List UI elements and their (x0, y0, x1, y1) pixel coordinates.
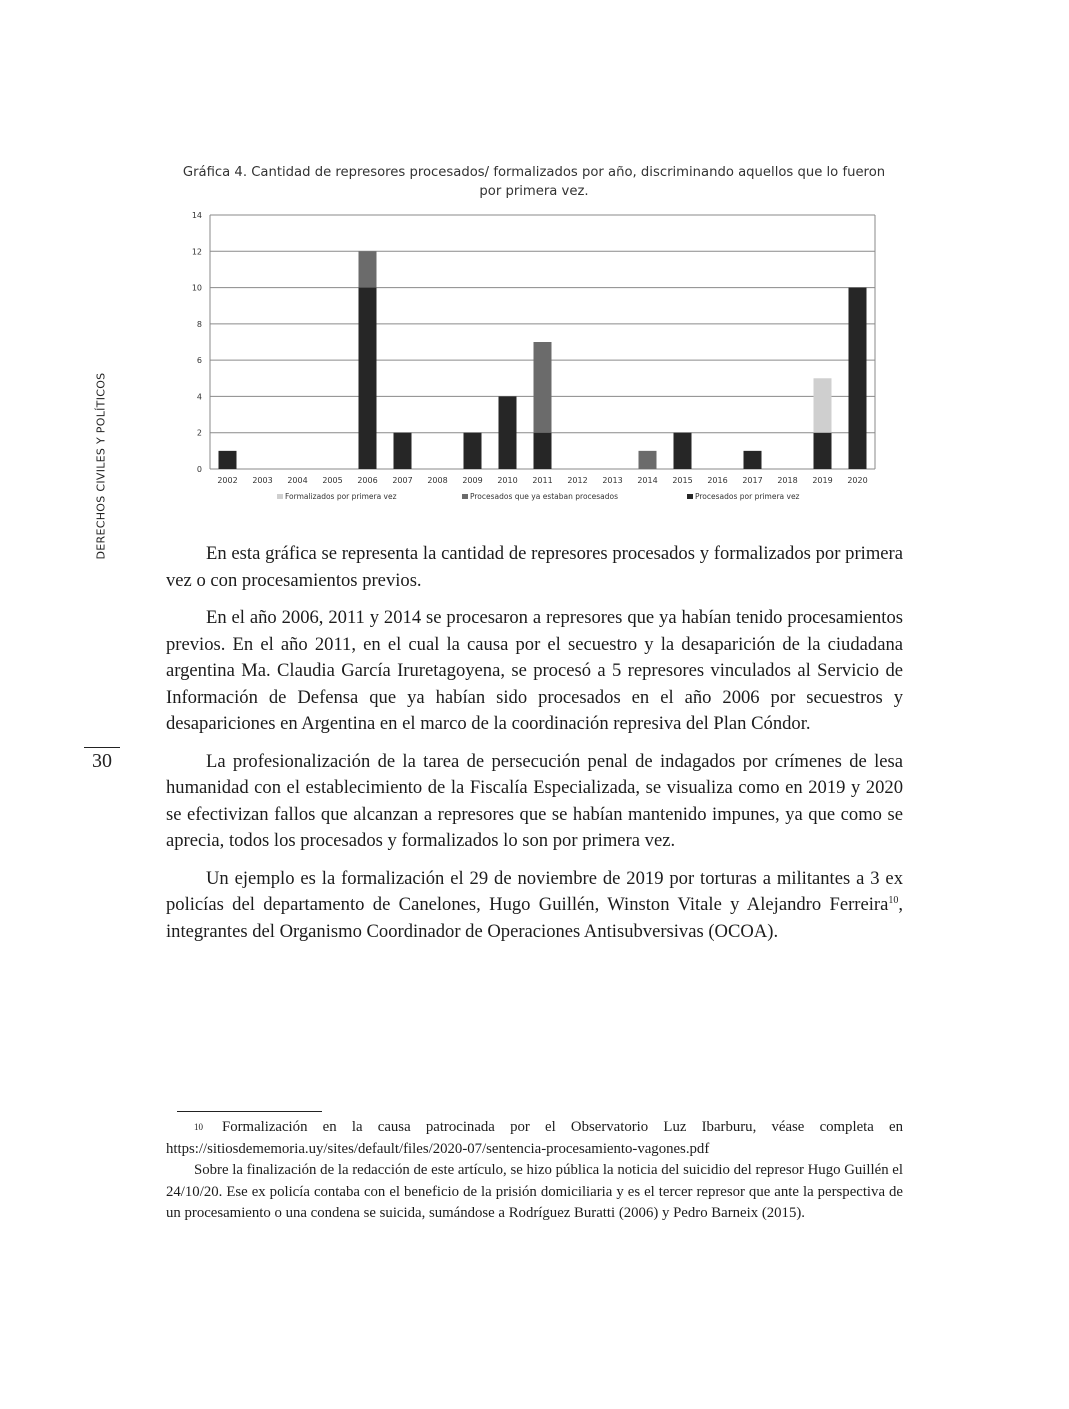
bar-segment (464, 433, 482, 469)
x-tick-label: 2012 (567, 476, 588, 485)
x-tick-label: 2007 (392, 476, 413, 485)
x-tick-label: 2003 (252, 476, 273, 485)
figure-caption: Gráfica 4. Cantidad de represores procesados/ formalizados por año, discriminando aquellos que lo fueron por primera vez. (182, 165, 886, 199)
bar-segment (814, 378, 832, 432)
bar-segment (359, 251, 377, 287)
paragraph (166, 866, 903, 946)
paragraph-text: Un ejemplo es la formalización el 29 de noviembre de 2019 por torturas a militantes a 3 ex policías del departamento de Canelones, Hugo Guillén, Winston Vitale y Alejandro Ferreira (166, 867, 903, 915)
x-tick-label: 2019 (812, 476, 833, 485)
footnote-text: Formalización en la causa patrocinada por el Observatorio Luz Ibarburu, véase completa en https://sitiosdememoria.uy/sites/default/files/2020-07/sentencia-procesamiento-vagones.pdf (166, 1119, 903, 1157)
x-tick-label: 2006 (357, 476, 378, 485)
footnote-10 (166, 1117, 903, 1160)
bar-segment (499, 396, 517, 469)
bar-segment (674, 433, 692, 469)
bar-segment (639, 451, 657, 469)
page-number-rule (84, 747, 120, 748)
y-tick-label: 4 (196, 392, 202, 402)
stacked-bar-chart (165, 205, 885, 510)
bar-segment (744, 451, 762, 469)
section-side-label: DERECHOS CIVILES Y POLÍTICOS (94, 372, 108, 560)
footnote-marker: 10 (194, 1122, 203, 1132)
x-tick-label: 2017 (742, 476, 763, 485)
y-tick-label: 8 (196, 319, 202, 329)
paragraph: En esta gráfica se representa la cantidad de represores procesados y formalizados por primera vez o con procesamientos previos. (166, 543, 903, 591)
x-tick-label: 2004 (287, 476, 308, 485)
x-tick-label: 2009 (462, 476, 483, 485)
bar-segment (534, 433, 552, 469)
bar-segment (534, 342, 552, 433)
y-tick-label: 6 (196, 356, 202, 366)
y-tick-label: 12 (191, 247, 202, 257)
page-number: 30 (92, 750, 112, 772)
footnotes (166, 1117, 903, 1225)
bar-segment (394, 433, 412, 469)
x-tick-label: 2015 (672, 476, 693, 485)
y-tick-label: 2 (196, 428, 202, 438)
x-tick-label: 2014 (637, 476, 658, 485)
body-text (166, 541, 903, 956)
y-tick-label: 0 (196, 465, 202, 474)
footnote-reference[interactable]: 10 (888, 894, 899, 906)
legend-label: Procesados que ya estaban procesados (470, 492, 619, 501)
y-tick-label: 14 (191, 211, 202, 220)
legend-swatch (277, 494, 283, 499)
x-tick-label: 2020 (847, 476, 868, 485)
y-tick-label: 10 (191, 283, 202, 293)
x-tick-label: 2010 (497, 476, 518, 485)
bar-segment (359, 288, 377, 469)
x-tick-label: 2011 (532, 476, 553, 485)
legend-label: Procesados por primera vez (695, 492, 800, 501)
footnote-rule (177, 1111, 322, 1112)
paragraph: La profesionalización de la tarea de persecución penal de indagados por crímenes de lesa humanidad con el establecimiento de la Fiscalía Especializada, se visualiza como en 2019 y 2020 se efectivizan fallos que alcanzan a represores que se habían mantenido impunes, ya que como se aprecia, todos los procesados y formalizados lo son por primera vez. (166, 750, 903, 851)
legend-swatch (462, 494, 468, 499)
paragraph-text: , integrantes del Organismo Coordinador de Operaciones Antisubversivas (OCOA). (166, 894, 903, 942)
bar-segment (849, 288, 867, 469)
paragraph: En el año 2006, 2011 y 2014 se procesaron a represores que ya habían tenido procesamientos previos. En el año 2011, en el cual la causa por el secuestro y la desaparición de la ciudadana argentina Ma. Claudia García Iruretagoyena, se procesó a 5 represores vinculados al Servicio de Información de Defensa que ya habían sido procesados en el año 2006 por secuestros y desapariciones en Argentina en el marco de la coordinación represiva del Plan Cóndor. (166, 607, 903, 734)
x-tick-label: 2005 (322, 476, 343, 485)
legend-swatch (687, 494, 693, 499)
x-tick-label: 2018 (777, 476, 798, 485)
bar-segment (219, 451, 237, 469)
x-tick-label: 2002 (217, 476, 238, 485)
x-tick-label: 2008 (427, 476, 448, 485)
legend-label: Formalizados por primera vez (285, 492, 397, 501)
footnote-continuation: Sobre la finalización de la redacción de este artículo, se hizo pública la noticia del suicidio del represor Hugo Guillén el 24/10/20. Ese ex policía contaba con el beneficio de la prisión domiciliaria y es el tercer represor que ante la perspectiva de un procesamiento o una condena se suicida, sumándose a Rodríguez Buratti (2006) y Pedro Barneix (2015). (166, 1162, 903, 1221)
x-tick-label: 2016 (707, 476, 728, 485)
bar-segment (814, 433, 832, 469)
x-tick-label: 2013 (602, 476, 623, 485)
